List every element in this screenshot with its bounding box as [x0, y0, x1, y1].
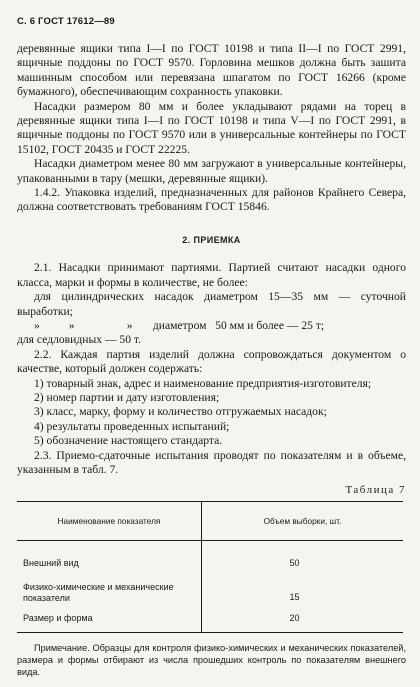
paragraph: Насадки размером 80 мм и более укладывают рядами на торец в деревянные ящики типа I—I по ГОСТ 10198 и типа V—I по ГОСТ 2991, в ящичные поддоны по ГОСТ 9570 или в универсальные контейнеры по ГОСТ 15102, ГОСТ 20435 и ГОСТ 22225. — [17, 99, 406, 156]
table-header-cell: Объем выборки, шт. — [202, 501, 404, 540]
table-row — [17, 604, 403, 632]
paragraph: » » » диаметром 50 мм и более — 25 т; — [34, 318, 325, 332]
paragraph: 1.4.2. Упаковка изделий, предназначенных для районов Крайнего Севера, должна соответствовать требованиям ГОСТ 15846. — [17, 186, 406, 214]
paragraph: для седловидных — 50 т. — [17, 333, 142, 347]
list-item: 2) номер партии и дату изготовления; — [34, 390, 220, 404]
list-item: 1) товарный знак, адрес и наименование предприятия-изготовителя; — [34, 376, 372, 390]
table-cell: 20 — [202, 604, 404, 632]
paragraph: 2.2. Каждая партия изделий должна сопровождаться документом о качестве, который должен содержать: — [17, 347, 406, 376]
list-item: 5) обозначение настоящего стандарта. — [34, 434, 223, 448]
table-cell: 50 — [289, 557, 300, 568]
paragraph: 2.3. Приемо-сдаточные испытания проводят по показателям и в объеме, указанным в табл. 7. — [17, 448, 406, 476]
section-title: 2. ПРИЕМКА — [182, 234, 241, 245]
document-body — [17, 42, 406, 687]
table-note: Примечание. Образцы для контроля физико-химических и механических показателей, размера и формы отбирают из числа прошедших контроль по показателям внешнего вида. — [17, 642, 406, 677]
table-caption: Таблица 7 — [345, 484, 406, 497]
table-row — [17, 540, 403, 570]
list-item: 3) класс, марку, форму и количество отгружаемых насадок; — [34, 405, 327, 419]
table-cell: Размер и форма — [17, 604, 202, 632]
table-row — [17, 570, 403, 604]
list-item: 4) результаты проведенных испытаний; — [34, 419, 230, 433]
page-header: С. 6 ГОСТ 17612—89 — [17, 16, 115, 27]
table-cell: Внешний вид — [17, 540, 202, 570]
data-table — [17, 501, 403, 633]
table-cell: Физико-химические и механические показатели — [17, 570, 202, 604]
paragraph: 2.1. Насадки принимают партиями. Партией считают насадки одного класса, марки и формы в количестве, не более: — [17, 261, 406, 289]
paragraph: для цилиндрических насадок диаметром 15—35 мм — суточной выработки; — [17, 290, 406, 318]
paragraph: деревянные ящики типа I—I по ГОСТ 10198 и типа II—I по ГОСТ 2991, ящичные поддоны по ГОСТ 9570. Горловина мешков должна быть зашита машинным способом или перевязана шпагатом по ГОСТ 16266 (кроме бумажного), обеспечивающим сохранность упаковки. — [17, 42, 406, 99]
table-cell: 15 — [289, 591, 300, 602]
paragraph: Насадки диаметром менее 80 мм загружают в универсальные контейнеры, упакованными в тару (мешки, деревянные ящики). — [17, 157, 406, 185]
table-header-cell: Наименование показателя — [17, 501, 202, 540]
